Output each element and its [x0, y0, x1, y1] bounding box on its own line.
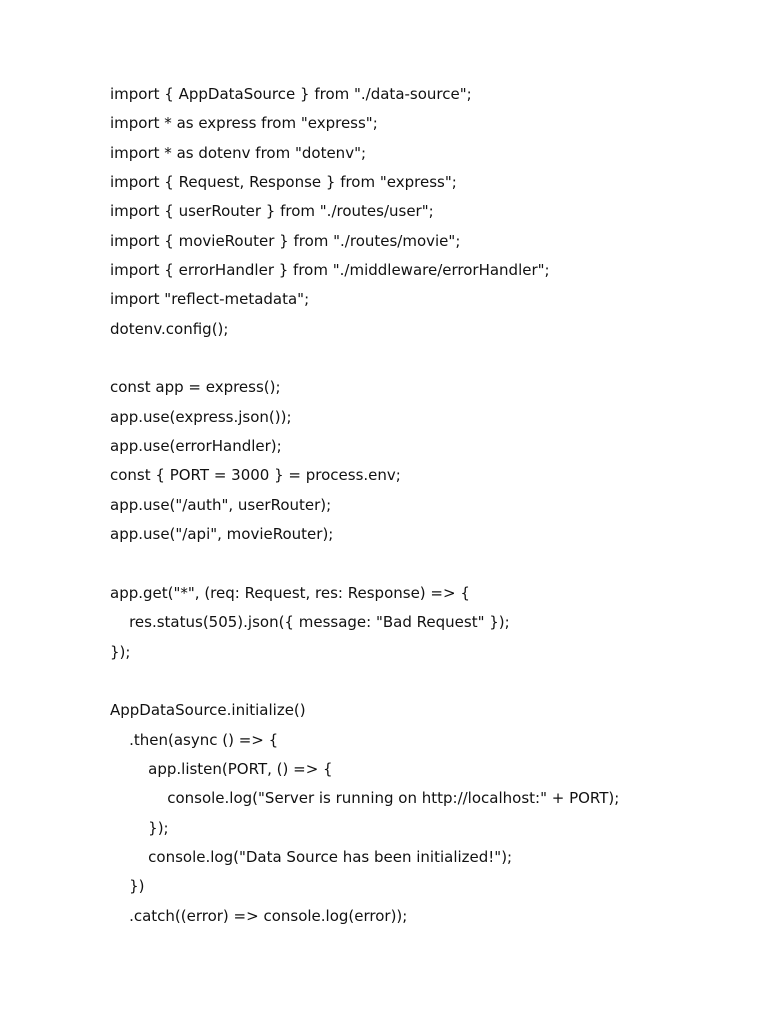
code-line: console.log("Server is running on http://localhost:" + PORT); [110, 789, 620, 808]
code-line: const app = express(); [110, 378, 281, 397]
code-line: app.use(express.json()); [110, 407, 292, 426]
code-line: console.log("Data Source has been initialized!"); [110, 847, 513, 866]
code-line: import * as express from "express"; [110, 114, 378, 133]
code-line: }); [110, 642, 131, 661]
code-line: import { movieRouter } from "./routes/movie"; [110, 231, 461, 250]
code-line-blank [110, 344, 750, 373]
code-line: AppDataSource.initialize() [110, 701, 306, 720]
code-line: import { userRouter } from "./routes/user"; [110, 202, 434, 221]
code-line: import { errorHandler } from "./middleware/errorHandler"; [110, 261, 550, 280]
code-line: import "reflect-metadata"; [110, 290, 310, 309]
code-line: res.status(505).json({ message: "Bad Request" }); [110, 613, 510, 632]
code-line: app.listen(PORT, () => { [110, 759, 333, 778]
code-line: const { PORT = 3000 } = process.env; [110, 466, 401, 485]
code-line: .catch((error) => console.log(error)); [110, 906, 408, 925]
code-line: }); [110, 818, 169, 837]
code-line: app.use("/api", movieRouter); [110, 525, 334, 544]
code-line-blank [110, 667, 750, 696]
code-line: app.get("*", (req: Request, res: Response) => { [110, 583, 470, 602]
code-line-blank [110, 550, 750, 579]
code-line: import { Request, Response } from "express"; [110, 173, 457, 192]
code-line: .then(async () => { [110, 730, 279, 749]
code-line: app.use(errorHandler); [110, 437, 282, 456]
code-line: import { AppDataSource } from "./data-source"; [110, 85, 472, 103]
code-line: dotenv.config(); [110, 319, 229, 338]
code-block [110, 80, 750, 931]
code-line: app.use("/auth", userRouter); [110, 495, 332, 514]
code-line: }) [110, 877, 145, 896]
code-line: import * as dotenv from "dotenv"; [110, 143, 367, 162]
